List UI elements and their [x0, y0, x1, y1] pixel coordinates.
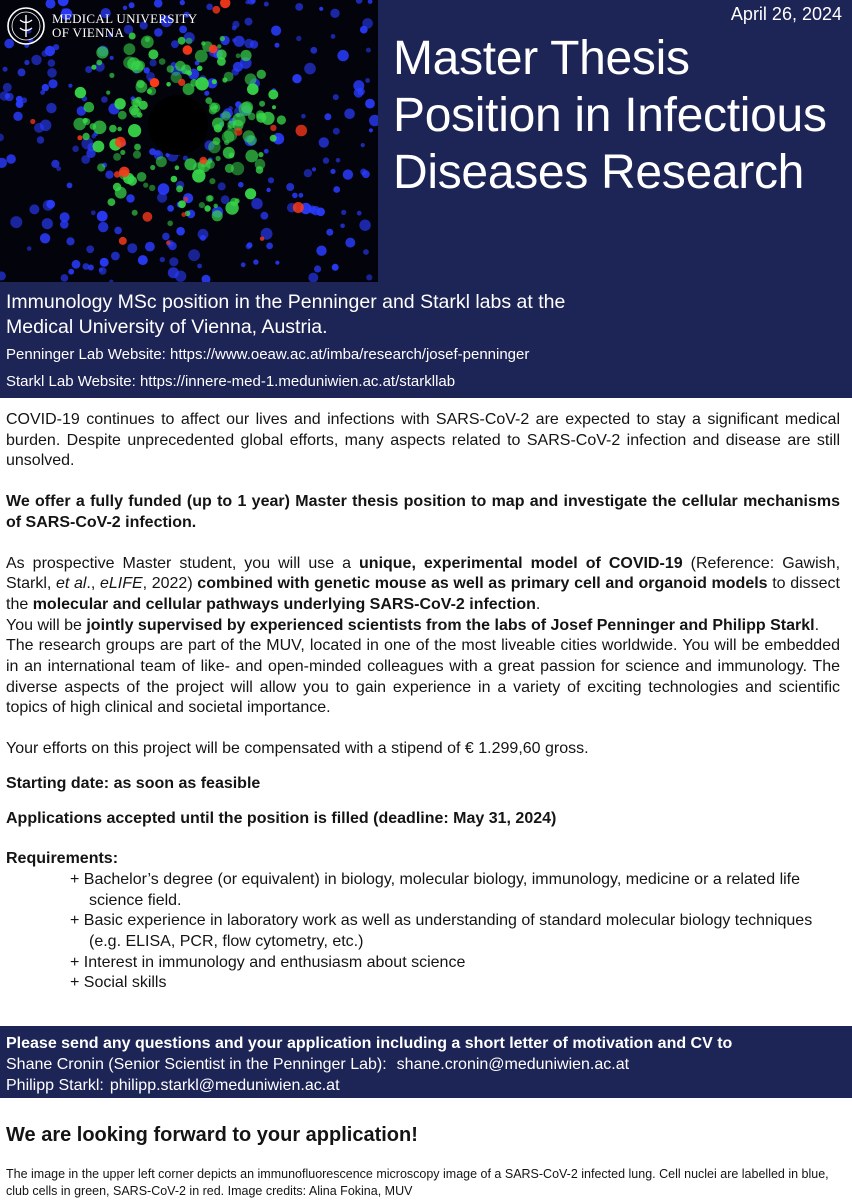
club-cell-dot — [207, 195, 213, 201]
penninger-lab-website — [6, 345, 529, 365]
nucleus-dot — [310, 47, 317, 54]
requirement-item: + Basic experience in laboratory work as well as understanding of standard molecular biology techniques (e.g. ELISA, PCR, flow cytometry, etc.) — [70, 912, 813, 951]
nucleus-dot — [241, 262, 246, 267]
nucleus-dot — [24, 60, 29, 65]
club-cell-dot — [225, 201, 238, 214]
nucleus-dot — [271, 26, 281, 36]
club-cell-dot — [247, 135, 257, 145]
project-text-1: As prospective Master student, you will use a — [6, 554, 360, 572]
club-cell-dot — [73, 118, 86, 131]
nucleus-dot — [56, 166, 61, 171]
virus-dot — [119, 237, 127, 245]
virus-dot — [166, 241, 171, 246]
club-cell-dot — [150, 165, 155, 170]
club-cell-dot — [159, 58, 166, 65]
virus-dot — [150, 78, 159, 87]
stipend-paragraph: Your efforts on this project will be compensated with a stipend of € 1.299,60 gross. — [6, 740, 589, 758]
club-cell-dot — [217, 44, 221, 48]
club-cell-dot — [128, 124, 141, 137]
nucleus-dot — [66, 237, 74, 245]
project-model: unique, experimental model of COVID-19 — [359, 554, 683, 572]
club-cell-dot — [114, 98, 125, 109]
nucleus-dot — [98, 222, 108, 232]
nucleus-dot — [169, 257, 178, 266]
nucleus-dot — [126, 194, 134, 202]
contact-person-1 — [6, 1055, 629, 1075]
club-cell-dot — [123, 56, 135, 68]
nucleus-dot — [292, 193, 298, 199]
nucleus-dot — [138, 255, 148, 265]
nucleus-dot — [42, 84, 49, 91]
club-cell-dot — [93, 141, 105, 153]
nucleus-dot — [40, 233, 50, 243]
nucleus-dot — [37, 136, 44, 143]
club-cell-dot — [113, 183, 121, 191]
nucleus-dot — [68, 269, 74, 275]
nucleus-dot — [16, 96, 23, 103]
nucleus-dot — [319, 137, 329, 147]
club-cell-dot — [90, 123, 97, 130]
nucleus-dot — [312, 167, 316, 171]
requirements-list — [6, 870, 840, 994]
nucleus-dot — [162, 233, 170, 241]
nucleus-dot — [18, 68, 26, 76]
club-cell-dot — [108, 198, 116, 206]
nucleus-dot — [97, 211, 108, 222]
virus-dot — [234, 128, 242, 136]
nucleus-dot — [48, 79, 57, 88]
club-cell-dot — [270, 135, 277, 142]
body-text — [6, 410, 840, 994]
nucleus-dot — [232, 26, 237, 31]
virus-dot — [293, 202, 304, 213]
club-cell-dot — [96, 60, 102, 66]
club-cell-dot — [156, 156, 167, 167]
nucleus-dot — [5, 93, 10, 98]
nucleus-dot — [218, 182, 226, 190]
club-cell-dot — [195, 50, 208, 63]
nucleus-dot — [238, 182, 244, 188]
nucleus-dot — [304, 169, 312, 177]
virus-dot — [178, 79, 185, 86]
nucleus-dot — [45, 46, 55, 56]
contact-band — [0, 1026, 852, 1098]
nucleus-dot — [228, 106, 233, 111]
club-cell-dot — [137, 172, 147, 182]
nucleus-dot — [296, 36, 301, 41]
club-cell-dot — [109, 73, 114, 78]
nucleus-dot — [3, 67, 8, 72]
starting-date: Starting date: as soon as feasible — [6, 774, 261, 792]
club-cell-dot — [82, 133, 89, 140]
nucleus-dot — [105, 171, 113, 179]
nucleus-dot — [361, 143, 365, 147]
project-pathways: molecular and cellular pathways underlying SARS-CoV-2 infection — [32, 595, 536, 613]
club-cell-dot — [148, 49, 158, 59]
nucleus-dot — [127, 243, 137, 253]
nucleus-dot — [333, 186, 340, 193]
nucleus-dot — [251, 198, 262, 209]
nucleus-dot — [46, 200, 55, 209]
virus-dot — [30, 119, 35, 124]
nucleus-dot — [359, 220, 370, 231]
club-cell-dot — [210, 103, 220, 113]
club-cell-dot — [217, 57, 226, 66]
club-cell-dot — [268, 90, 278, 100]
club-cell-dot — [120, 150, 125, 155]
club-cell-dot — [185, 70, 190, 75]
nucleus-dot — [111, 252, 120, 261]
nucleus-dot — [232, 38, 236, 42]
virus-dot — [143, 212, 153, 222]
club-cell-dot — [197, 66, 203, 72]
virus-dot — [181, 212, 186, 217]
requirement-item: + Bachelor’s degree (or equivalent) in biology, molecular biology, immunology, medicine or a related life science field. — [70, 870, 801, 909]
nucleus-dot — [34, 123, 44, 133]
nucleus-dot — [47, 68, 57, 78]
page-title: Master Thesis Position in Infectious Diseases Research — [393, 32, 827, 199]
nucleus-dot — [101, 96, 108, 103]
nucleus-dot — [67, 183, 73, 189]
club-cell-dot — [149, 185, 155, 191]
nucleus-dot — [331, 34, 336, 39]
virus-dot — [183, 45, 193, 55]
club-cell-dot — [195, 77, 208, 90]
nucleus-dot — [175, 271, 186, 282]
nucleus-dot — [253, 259, 258, 264]
application-deadline: Applications accepted until the position is filled (deadline: May 31, 2024) — [6, 809, 557, 827]
club-cell-dot — [240, 50, 251, 61]
supervision-paragraph — [6, 616, 840, 637]
contact-name-1: Shane Cronin (Senior Scientist in the Penninger Lab): — [6, 1056, 387, 1073]
supervision-bold: jointly supervised by experienced scientists from the labs of Josef Penninger and Philipp Starkl — [86, 616, 815, 634]
club-cell-dot — [223, 147, 235, 159]
nucleus-dot — [319, 7, 323, 11]
club-cell-dot — [220, 36, 225, 41]
nucleus-dot — [357, 211, 362, 216]
nucleus-dot — [160, 257, 165, 262]
nucleus-dot — [206, 4, 213, 11]
club-cell-dot — [167, 65, 174, 72]
nucleus-dot — [295, 3, 303, 11]
club-cell-dot — [277, 115, 286, 124]
club-cell-dot — [209, 178, 215, 184]
nucleus-dot — [314, 265, 321, 272]
nucleus-dot — [323, 157, 329, 163]
club-cell-dot — [184, 158, 196, 170]
requirement-item: + Social skills — [70, 974, 167, 992]
nucleus-dot — [27, 246, 32, 251]
nucleus-dot — [286, 183, 294, 191]
nucleus-dot — [200, 235, 206, 241]
nucleus-dot — [31, 55, 41, 65]
nucleus-dot — [275, 261, 279, 265]
nucleus-dot — [42, 218, 53, 229]
nucleus-dot — [99, 267, 107, 275]
project-etal: et al — [55, 575, 87, 593]
club-cell-dot — [255, 159, 266, 170]
university-seal-icon — [6, 6, 46, 46]
virus-dot — [209, 45, 218, 54]
club-cell-dot — [129, 105, 139, 115]
nucleus-dot — [275, 43, 280, 48]
club-cell-dot — [175, 165, 180, 170]
club-cell-dot — [231, 162, 244, 175]
nucleus-dot — [176, 227, 185, 236]
header-banner — [0, 0, 852, 284]
nucleus-dot — [68, 84, 72, 88]
virus-dot — [115, 137, 126, 148]
nucleus-dot — [340, 224, 345, 229]
club-cell-dot — [212, 118, 224, 130]
virus-dot — [77, 135, 82, 140]
nucleus-dot — [91, 134, 96, 139]
nucleus-dot — [266, 243, 273, 250]
virus-dot — [296, 125, 308, 137]
nucleus-dot — [365, 78, 370, 83]
nucleus-dot — [333, 128, 340, 135]
nucleus-dot — [60, 212, 70, 222]
club-cell-dot — [224, 72, 234, 82]
nucleus-dot — [150, 59, 157, 66]
nucleus-dot — [354, 88, 364, 98]
club-cell-dot — [176, 185, 183, 192]
nucleus-dot — [197, 264, 202, 269]
club-cell-dot — [139, 101, 148, 110]
club-cell-dot — [136, 81, 148, 93]
nucleus-dot — [330, 169, 335, 174]
nucleus-dot — [304, 63, 316, 75]
club-cell-dot — [117, 127, 122, 132]
nucleus-dot — [46, 103, 56, 113]
club-cell-dot — [208, 141, 220, 153]
nucleus-dot — [114, 227, 122, 235]
club-cell-dot — [258, 152, 263, 157]
club-cell-dot — [212, 79, 217, 84]
nucleus-dot — [48, 59, 56, 67]
club-cell-dot — [236, 53, 241, 58]
club-cell-dot — [133, 151, 141, 159]
club-cell-dot — [75, 87, 86, 98]
project-text-2: (Reference: Gawish, Starkl, — [6, 554, 841, 593]
project-journal: eLIFE — [99, 575, 143, 593]
nucleus-dot — [360, 26, 368, 34]
contact-heading: Please send any questions and your application including a short letter of motivation and CV to — [6, 1035, 733, 1052]
club-cell-dot — [236, 113, 240, 117]
nucleus-dot — [13, 112, 22, 121]
virus-dot — [270, 125, 276, 131]
nucleus-dot — [246, 244, 252, 250]
nucleus-dot — [343, 169, 353, 179]
project-models: combined with genetic mouse as well as primary cell and organoid models — [197, 575, 768, 593]
university-name-line2: OF VIENNA — [52, 25, 125, 40]
club-cell-dot — [204, 205, 210, 211]
club-cell-dot — [143, 183, 148, 188]
nucleus-dot — [72, 146, 79, 153]
nucleus-dot — [369, 128, 373, 132]
nucleus-dot — [180, 0, 185, 5]
nucleus-dot — [100, 258, 109, 267]
club-cell-dot — [109, 125, 117, 133]
nucleus-dot — [61, 274, 69, 282]
club-cell-dot — [166, 82, 171, 87]
nucleus-dot — [362, 170, 370, 178]
posting-date: April 26, 2024 — [730, 4, 842, 24]
club-cell-dot — [257, 70, 266, 79]
supervision-text-2: . — [814, 616, 820, 634]
club-cell-dot — [245, 188, 256, 199]
club-cell-dot — [171, 176, 178, 183]
microscopy-image — [0, 0, 378, 282]
image-caption: The image in the upper left corner depicts an immunofluorescence microscopy image of a SARS-CoV-2 infected lung. Cell nuclei are labelled in blue, club cells in green, SARS-CoV-2 in red. Image credits: Alina Fokina, MUV — [6, 1167, 829, 1198]
starkl-lab-label: Starkl Lab Website: — [6, 373, 140, 390]
university-name-line1: MEDICAL UNIVERSITY — [52, 11, 198, 26]
club-cell-dot — [205, 97, 212, 104]
starkl-lab-website — [6, 372, 455, 392]
nucleus-dot — [91, 210, 96, 215]
nucleus-dot — [366, 274, 372, 280]
club-cell-dot — [214, 204, 218, 208]
requirements-heading: Requirements: — [6, 850, 119, 868]
nucleus-dot — [157, 193, 167, 203]
club-cell-dot — [212, 210, 223, 221]
nucleus-dot — [268, 177, 274, 183]
club-cell-dot — [132, 210, 138, 216]
club-cell-dot — [222, 131, 234, 143]
requirement-item: + Interest in immunology and enthusiasm about science — [70, 953, 466, 971]
nucleus-dot — [326, 229, 333, 236]
university-logo — [6, 6, 197, 46]
virus-dot — [212, 6, 220, 14]
nucleus-dot — [292, 74, 301, 83]
project-text-5: to dissect the — [6, 575, 840, 613]
club-cell-dot — [118, 111, 127, 120]
nucleus-dot — [145, 242, 155, 252]
club-cell-dot — [256, 110, 265, 119]
contact-name-2: Philipp Starkl: — [6, 1077, 104, 1094]
nucleus-dot — [110, 56, 114, 60]
research-groups-paragraph: The research groups are part of the MUV, located in one of the most liveable cities worldwide. You will be embedded in an international team of like- and open-minded colleagues with a great passion for science and immunology. The diverse aspects of the project will allow you to gain experience in a variety of exciting technologies and scientific topics of high clinical and societal importance. — [6, 637, 840, 717]
virus-dot — [260, 237, 264, 241]
closing-statement: We are looking forward to your application! — [6, 1124, 418, 1146]
club-cell-dot — [134, 144, 141, 151]
nucleus-dot — [301, 114, 306, 119]
nucleus-dot — [167, 205, 174, 212]
nucleus-dot — [83, 263, 90, 270]
club-cell-dot — [245, 73, 257, 85]
nucleus-dot — [324, 113, 331, 120]
nucleus-dot — [333, 94, 339, 100]
intro-paragraph: COVID-19 continues to affect our lives and infections with SARS-CoV-2 are expected to stay a significant medical burden. Despite unprecedented global efforts, many aspects related to SARS-CoV-2 infection and disease are still unsolved. — [6, 411, 840, 470]
nucleus-dot — [337, 50, 348, 61]
nucleus-dot — [266, 188, 270, 192]
nucleus-dot — [316, 246, 326, 256]
nucleus-dot — [204, 91, 209, 96]
club-cell-dot — [97, 163, 105, 171]
nucleus-dot — [10, 216, 22, 228]
nucleus-dot — [245, 18, 253, 26]
position-subtitle: Immunology MSc position in the Penninger and Starkl labs at the Medical University of Vienna, Austria. — [6, 291, 566, 338]
penninger-lab-link[interactable]: https://www.oeaw.ac.at/imba/research/josef-penninger — [170, 346, 530, 363]
penninger-lab-label: Penninger Lab Website: — [6, 346, 170, 363]
supervision-text-1: You will be — [6, 616, 87, 634]
nucleus-dot — [149, 148, 156, 155]
project-text-6: . — [535, 595, 541, 613]
project-text-3: ., — [86, 575, 100, 593]
offer-paragraph: We offer a fully funded (up to 1 year) Master thesis position to map and investigate the cellular mechanisms of SARS-CoV-2 infection. — [6, 493, 840, 531]
club-cell-dot — [241, 101, 253, 113]
nucleus-dot — [299, 193, 304, 198]
club-cell-dot — [175, 61, 185, 71]
project-text-4: , 2022) — [142, 575, 198, 593]
nucleus-dot — [188, 249, 200, 261]
club-cell-dot — [247, 83, 259, 95]
nucleus-dot — [86, 245, 94, 253]
contact-email-2[interactable]: philipp.starkl@meduniwien.ac.at — [109, 1077, 340, 1094]
club-cell-dot — [221, 111, 231, 121]
nucleus-dot — [6, 154, 16, 164]
nucleus-dot — [311, 206, 320, 215]
club-cell-dot — [167, 221, 173, 227]
virus-dot — [119, 167, 130, 178]
nucleus-dot — [264, 149, 269, 154]
nucleus-dot — [365, 99, 375, 109]
club-cell-dot — [216, 156, 221, 161]
nucleus-dot — [344, 109, 355, 120]
club-cell-dot — [106, 91, 110, 95]
nucleus-dot — [85, 66, 92, 73]
club-cell-dot — [148, 87, 157, 96]
nucleus-dot — [332, 264, 339, 271]
starkl-lab-link[interactable]: https://innere-med-1.meduniwien.ac.at/starkllab — [139, 373, 456, 390]
virus-dot — [199, 157, 207, 165]
club-cell-dot — [91, 65, 96, 70]
nucleus-dot — [244, 39, 253, 48]
nucleus-dot — [3, 83, 12, 92]
subheader-band — [0, 282, 852, 398]
club-cell-dot — [259, 101, 265, 107]
nucleus-dot — [29, 204, 39, 214]
nucleus-dot — [345, 238, 355, 248]
club-cell-dot — [96, 46, 108, 58]
club-cell-dot — [199, 202, 205, 208]
nucleus-dot — [341, 210, 346, 215]
club-cell-dot — [113, 153, 121, 161]
project-paragraph — [6, 554, 840, 616]
nucleus-dot — [264, 2, 269, 7]
contact-email-1[interactable]: shane.cronin@meduniwien.ac.at — [396, 1056, 630, 1073]
contact-person-2 — [6, 1076, 340, 1096]
nucleus-dot — [336, 158, 341, 163]
nucleus-dot — [330, 9, 339, 18]
club-cell-dot — [84, 102, 95, 113]
nucleus-dot — [72, 260, 81, 269]
club-cell-dot — [272, 105, 276, 109]
club-cell-dot — [135, 60, 145, 70]
nucleus-dot — [363, 249, 369, 255]
nucleus-dot — [261, 212, 269, 220]
virus-dot — [183, 197, 188, 202]
nucleus-dot — [366, 48, 371, 53]
